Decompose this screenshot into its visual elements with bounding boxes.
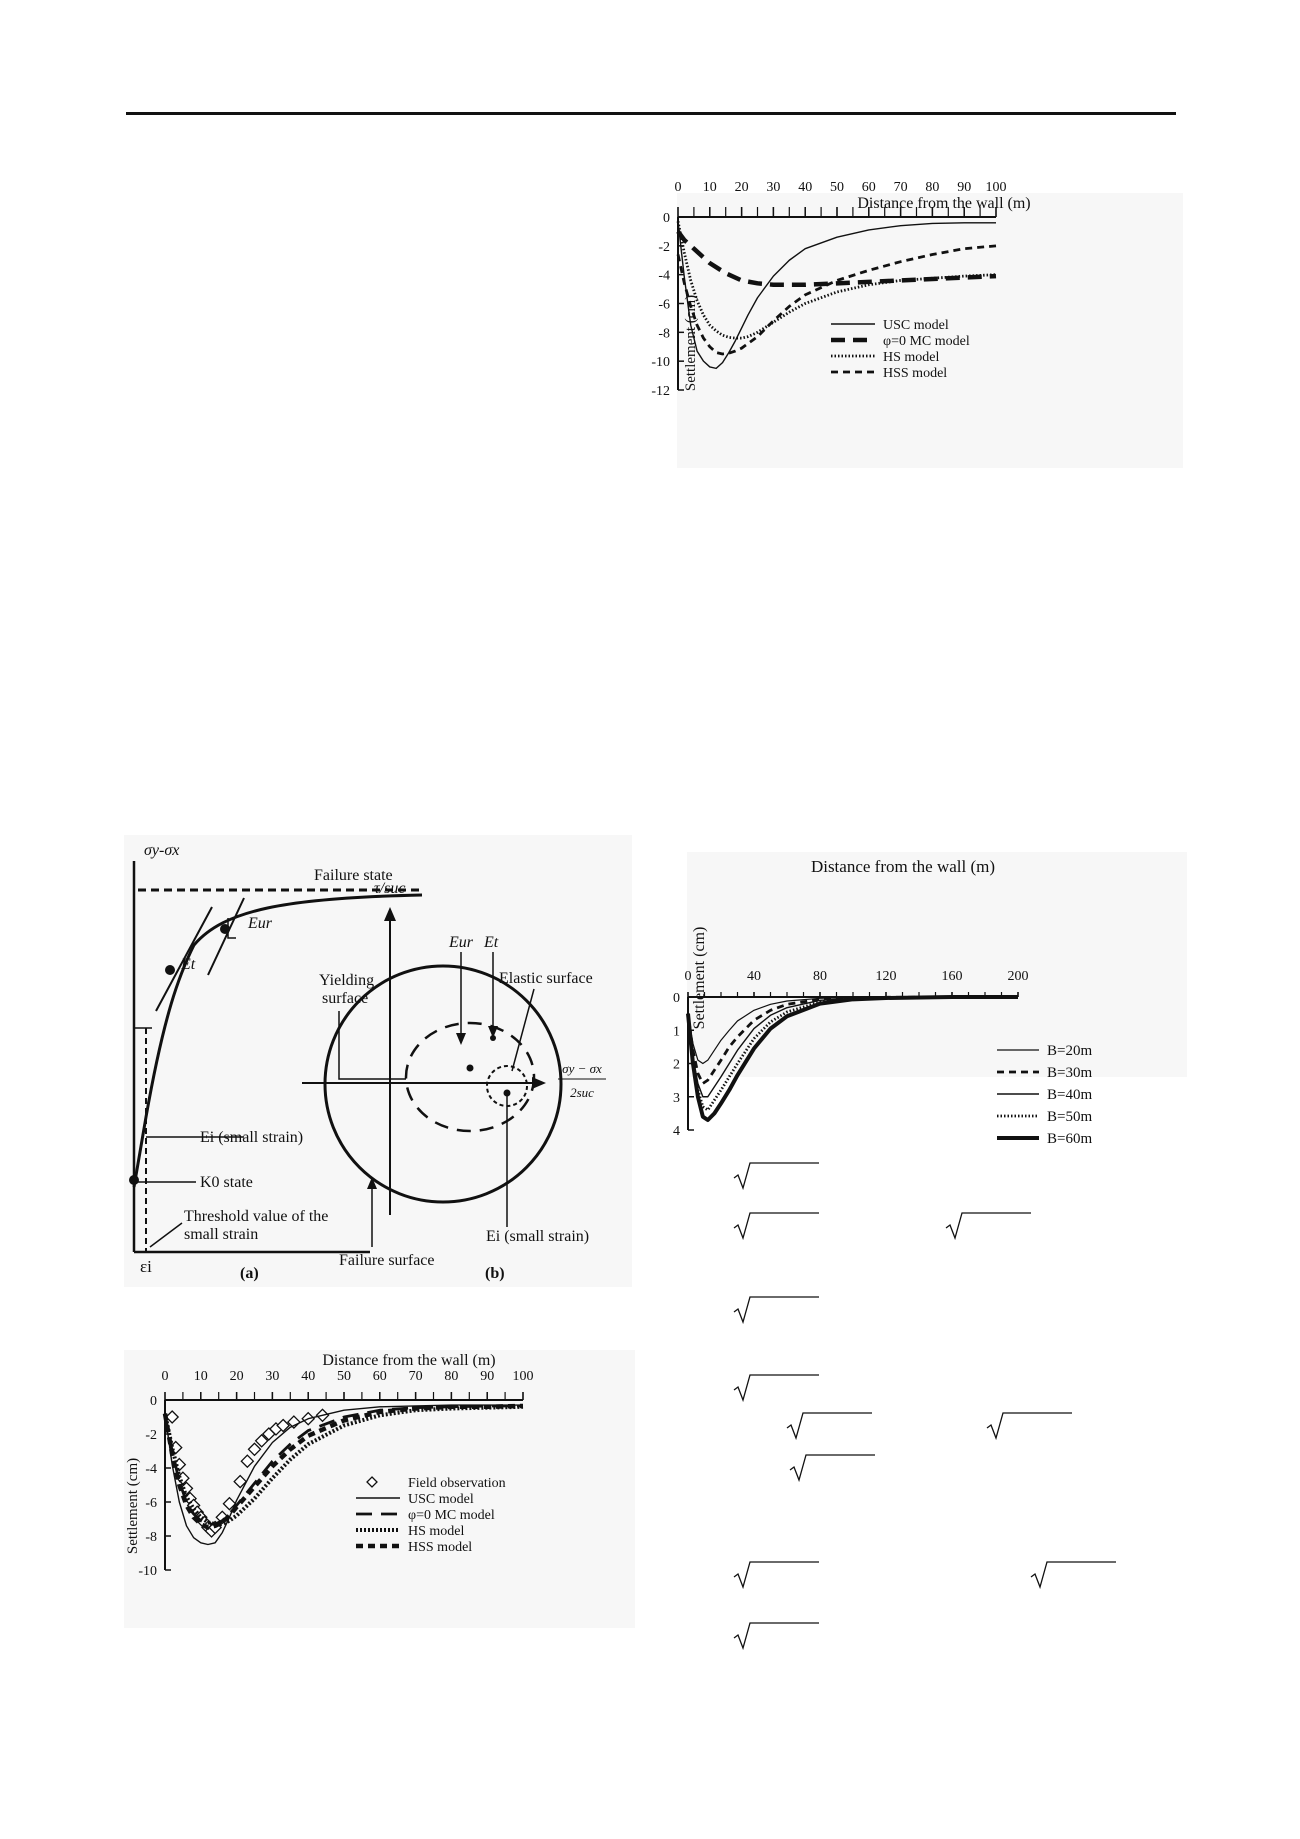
sqrt-symbol	[733, 1374, 819, 1402]
legend-label: HS model	[883, 350, 940, 365]
x-tick-label: 10	[193, 1369, 208, 1384]
sqrt-symbol	[786, 1412, 872, 1440]
sqrt-symbol	[733, 1296, 819, 1324]
y-tick-label: 0	[673, 991, 680, 1006]
x-axis-title: Distance from the wall (m)	[810, 857, 996, 876]
y-tick-label: 3	[673, 1090, 680, 1106]
legend-label: USC model	[408, 1492, 474, 1507]
elastic-label: Elastic surface	[499, 970, 593, 987]
threshold-label-2: small strain	[184, 1226, 259, 1243]
x-tick-label: 80	[813, 969, 827, 984]
x-tick-label: 0	[161, 1369, 169, 1384]
ei-label: Ei (small strain)	[200, 1129, 304, 1146]
x-tick-label: 20	[734, 180, 749, 195]
x-tick-label: 120	[875, 969, 897, 984]
legend-label: HS model	[408, 1524, 465, 1539]
sqrt-symbol	[733, 1212, 819, 1240]
legend-label: HSS model	[408, 1540, 473, 1555]
field-observation-point	[249, 1443, 261, 1455]
panel-b-eur-label: Eur	[449, 934, 473, 951]
yielding-pointer	[339, 1011, 406, 1079]
x-tick-label: 60	[372, 1369, 387, 1384]
panel-b-y-arrow	[384, 907, 396, 921]
et-label: Et	[181, 956, 196, 973]
x-tick-label: 10	[702, 180, 717, 195]
panel-a	[129, 842, 422, 1282]
y-tick-label: -4	[145, 1462, 157, 1477]
et-point	[165, 965, 175, 975]
x-axis-title: Distance from the wall (m)	[857, 195, 1031, 212]
panel-a-y-label: σy-σx	[144, 842, 180, 859]
sqrt-symbol	[986, 1412, 1072, 1440]
yielding-label-1: Yielding	[319, 972, 375, 989]
constitutive-model-diagram	[124, 835, 632, 1287]
k0-label: K0 state	[200, 1174, 253, 1191]
panel-b-y-label: τ/suc	[374, 880, 406, 897]
series-line-b-50m	[688, 997, 1018, 1110]
settlement-chart-models	[651, 180, 1183, 468]
panel-b-x-label-den: 2suc	[570, 1085, 594, 1100]
x-tick-label: 160	[941, 969, 963, 984]
sqrt-symbol	[1030, 1561, 1116, 1589]
series-line-b-60m	[688, 997, 1018, 1120]
series-line-b-40m	[688, 997, 1018, 1097]
x-tick-label: 60	[861, 180, 876, 195]
y-tick-label: 2	[673, 1057, 680, 1073]
y-tick-label: 4	[673, 1124, 680, 1139]
legend-label: φ=0 MC model	[408, 1508, 495, 1523]
k0-point	[129, 1175, 139, 1185]
sqrt-symbol	[733, 1561, 819, 1589]
eur-arrowhead	[456, 1033, 466, 1045]
series-line-b-20m	[688, 997, 1018, 1064]
settlement-chart-field-svg	[124, 1350, 635, 1628]
panel-a-caption: (a)	[240, 1265, 259, 1282]
panel-b	[302, 880, 606, 1282]
sqrt-symbol	[789, 1454, 875, 1482]
x-tick-label: 90	[480, 1369, 495, 1384]
y-tick-label: -4	[658, 268, 670, 284]
eur-label: Eur	[248, 915, 272, 932]
series-line-b-30m	[688, 997, 1018, 1083]
legend-label: B=60m	[1047, 1131, 1093, 1147]
legend-label: B=20m	[1047, 1043, 1093, 1059]
y-tick-label: -8	[145, 1530, 157, 1545]
et-arrowhead	[488, 1026, 498, 1038]
y-tick-label: -6	[145, 1496, 157, 1511]
legend-label: Field observation	[408, 1476, 506, 1491]
y-tick-label: -2	[145, 1428, 157, 1443]
panel-b-et-label: Et	[484, 934, 499, 951]
x-tick-label: 200	[1007, 969, 1029, 984]
legend-label: B=50m	[1047, 1109, 1093, 1125]
settlement-chart-models-svg	[651, 180, 1183, 468]
field-observation-point	[241, 1455, 253, 1467]
legend-label: B=40m	[1047, 1087, 1093, 1103]
y-tick-label: -8	[658, 326, 670, 342]
failure-surface-label: Failure surface	[339, 1252, 435, 1269]
x-tick-label: 70	[893, 180, 908, 195]
yielding-surface	[406, 1023, 534, 1131]
x-tick-label: 0	[684, 969, 692, 984]
x-tick-label: 30	[766, 180, 781, 195]
y-tick-label: -10	[138, 1564, 157, 1579]
x-tick-label: 40	[301, 1369, 316, 1384]
legend-label: B=30m	[1047, 1065, 1093, 1081]
x-tick-label: 50	[830, 180, 844, 195]
header-rule	[126, 112, 1176, 115]
x-tick-label: 100	[512, 1369, 534, 1384]
y-tick-label: 0	[663, 211, 670, 226]
x-tick-label: 50	[337, 1369, 351, 1384]
x-tick-label: 100	[985, 180, 1007, 195]
x-tick-label: 20	[229, 1369, 244, 1384]
sqrt-symbol	[945, 1212, 1031, 1240]
legend-label: USC model	[883, 318, 949, 333]
y-tick-label: -2	[658, 239, 670, 255]
settlement-chart-width-svg	[673, 852, 1187, 1147]
y-tick-label: -10	[651, 355, 670, 371]
x-tick-label: 80	[444, 1369, 459, 1384]
legend-swatch	[367, 1477, 377, 1487]
y-tick-label: -6	[658, 297, 670, 313]
x-tick-label: 40	[747, 969, 761, 984]
legend-label: HSS model	[883, 366, 948, 381]
legend-label: φ=0 MC model	[883, 334, 970, 349]
failure-state-label: Failure state	[314, 867, 393, 884]
x-tick-label: 40	[798, 180, 813, 195]
settlement-chart-width	[673, 852, 1187, 1147]
panel-b-ei-label: Ei (small strain)	[486, 1228, 590, 1245]
failure-arrowhead	[367, 1177, 377, 1189]
sqrt-symbol	[733, 1162, 819, 1190]
x-tick-label: 0	[674, 180, 682, 195]
panel-b-caption: (b)	[485, 1265, 505, 1282]
y-tick-label: 1	[673, 1024, 680, 1040]
y-axis-title: Settlement (cm)	[691, 926, 708, 1030]
x-tick-label: 80	[925, 180, 940, 195]
panel-b-x-label-num: σy − σx	[562, 1061, 602, 1076]
x-tick-label: 30	[265, 1369, 280, 1384]
y-axis-title: Settlement (cm)	[125, 1457, 141, 1555]
unload-reload-line	[208, 898, 244, 975]
constitutive-model-diagram-svg	[124, 835, 632, 1287]
eur-point	[220, 924, 230, 934]
settlement-chart-field	[124, 1350, 635, 1628]
yielding-label-2: surface	[322, 990, 369, 1007]
yield-center-point	[467, 1065, 474, 1072]
y-axis-title: Settlement (cm)	[683, 294, 699, 392]
x-tick-label: 70	[408, 1369, 423, 1384]
x-tick-label: 90	[957, 180, 972, 195]
field-observation-point	[288, 1416, 300, 1428]
y-tick-label: -12	[651, 384, 670, 399]
x-axis-title: Distance from the wall (m)	[322, 1352, 496, 1369]
y-tick-label: 0	[150, 1394, 157, 1409]
sqrt-symbol	[733, 1622, 819, 1650]
epsilon-label: εi	[140, 1257, 152, 1276]
threshold-label-1: Threshold value of the	[184, 1208, 329, 1225]
threshold-arrow	[150, 1223, 182, 1247]
